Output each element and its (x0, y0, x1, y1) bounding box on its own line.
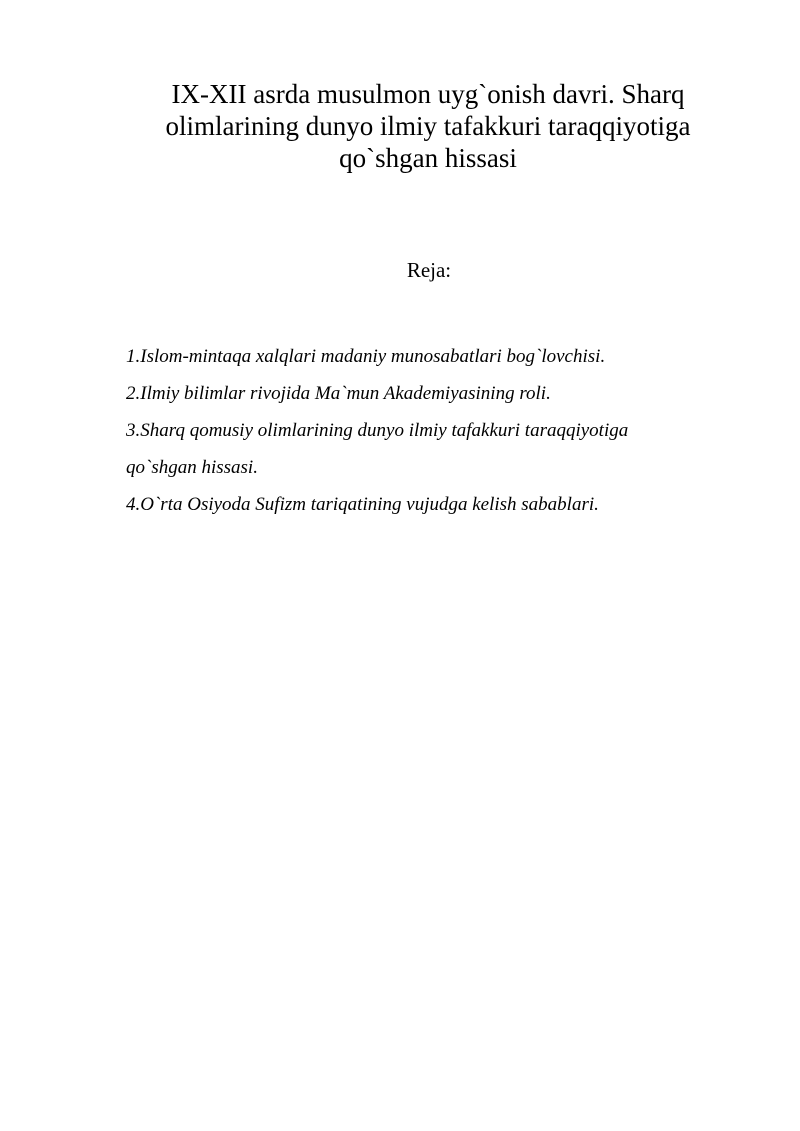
plan-item-1: 1.Islom-mintaqa xalqlari madaniy munosabatlari bog`lovchisi. (126, 346, 606, 367)
plan-item-3-continuation: qo`shgan hissasi. (126, 457, 258, 478)
plan-item-2: 2.Ilmiy bilimlar rivojida Ma`mun Akademiyasining roli. (126, 383, 551, 404)
document-title (110, 78, 746, 174)
plan-heading: Reja: (406, 258, 452, 282)
plan-item-4: 4.O`rta Osiyoda Sufizm tariqatining vujudga kelish sabablari. (126, 494, 599, 515)
title-line-2: olimlarining dunyo ilmiy tafakkuri taraqqiyotiga (165, 111, 691, 141)
plan-item-3: 3.Sharq qomusiy olimlarining dunyo ilmiy tafakkuri taraqqiyotiga (126, 420, 629, 441)
plan-list (126, 338, 766, 523)
title-line-1: IX-XII asrda musulmon uyg`onish davri. Sharq (171, 79, 685, 109)
title-line-3: qo`shgan hissasi (339, 143, 517, 173)
